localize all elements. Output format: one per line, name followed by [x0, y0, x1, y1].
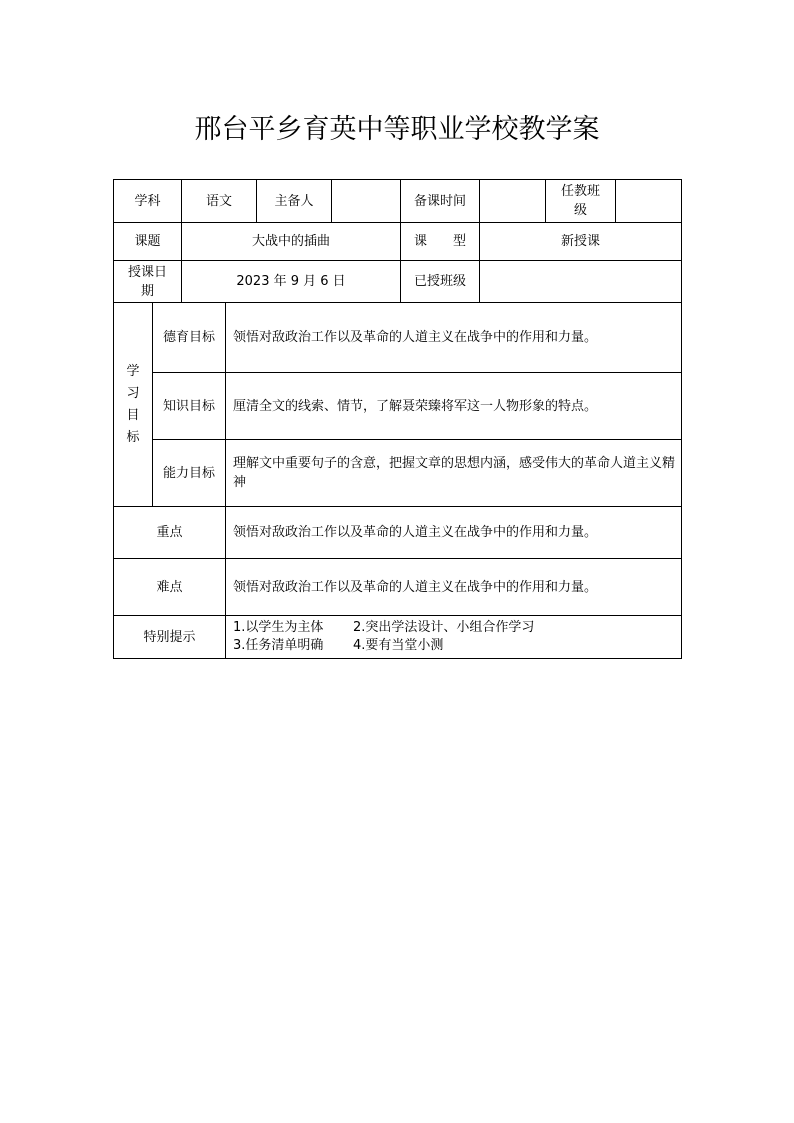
objective-label: 知识目标	[153, 373, 226, 440]
key-point-label: 重点	[114, 507, 226, 559]
objective-row-moral	[114, 303, 682, 373]
row-topic	[114, 223, 682, 261]
tip-item: 1.以学生为主体	[233, 620, 324, 635]
key-point-text: 领悟对敌政治工作以及革命的人道主义在战争中的作用和力量。	[226, 507, 682, 559]
date-label: 授课日期	[114, 261, 182, 303]
type-value: 新授课	[480, 223, 682, 261]
tip-item: 2.突出学法设计、小组合作学习	[353, 620, 535, 635]
objective-text: 理解文中重要句子的含意，把握文章的思想内涵，感受伟大的革命人道主义精神	[226, 440, 682, 507]
row-tips	[114, 616, 682, 659]
tip-item: 4.要有当堂小测	[353, 638, 444, 653]
lesson-plan-table	[113, 179, 682, 659]
taught-label: 已授班级	[401, 261, 480, 303]
subject-label: 学科	[114, 180, 182, 223]
class-value	[616, 180, 682, 223]
topic-value: 大战中的插曲	[182, 223, 401, 261]
type-label: 课 型	[401, 223, 480, 261]
difficulty-text: 领悟对敌政治工作以及革命的人道主义在战争中的作用和力量。	[226, 559, 682, 616]
preparer-label: 主备人	[257, 180, 332, 223]
row-subject	[114, 180, 682, 223]
tip-item: 3.任务清单明确	[233, 638, 324, 653]
prep-time-label: 备课时间	[401, 180, 480, 223]
taught-value	[480, 261, 682, 303]
tips-line	[233, 619, 677, 637]
objective-label: 能力目标	[153, 440, 226, 507]
subject-value: 语文	[182, 180, 257, 223]
topic-label: 课题	[114, 223, 182, 261]
objective-label: 德育目标	[153, 303, 226, 373]
page-title: 邢台平乡育英中等职业学校教学案	[194, 114, 600, 145]
row-key-point	[114, 507, 682, 559]
tips-label: 特别提示	[114, 616, 226, 659]
difficulty-label: 难点	[114, 559, 226, 616]
prep-time-value	[480, 180, 546, 223]
row-date	[114, 261, 682, 303]
objective-row-knowledge	[114, 373, 682, 440]
tips-line	[233, 637, 677, 655]
objective-row-ability	[114, 440, 682, 507]
tips-content	[226, 616, 682, 659]
objective-text: 领悟对敌政治工作以及革命的人道主义在战争中的作用和力量。	[226, 303, 682, 373]
objectives-group-label: 学习目标	[114, 303, 153, 507]
row-difficulty	[114, 559, 682, 616]
class-label: 任教班级	[546, 180, 616, 223]
objective-text: 厘清全文的线索、情节，了解聂荣臻将军这一人物形象的特点。	[226, 373, 682, 440]
date-value: 2023 年 9 月 6 日	[182, 261, 401, 303]
preparer-value	[332, 180, 401, 223]
